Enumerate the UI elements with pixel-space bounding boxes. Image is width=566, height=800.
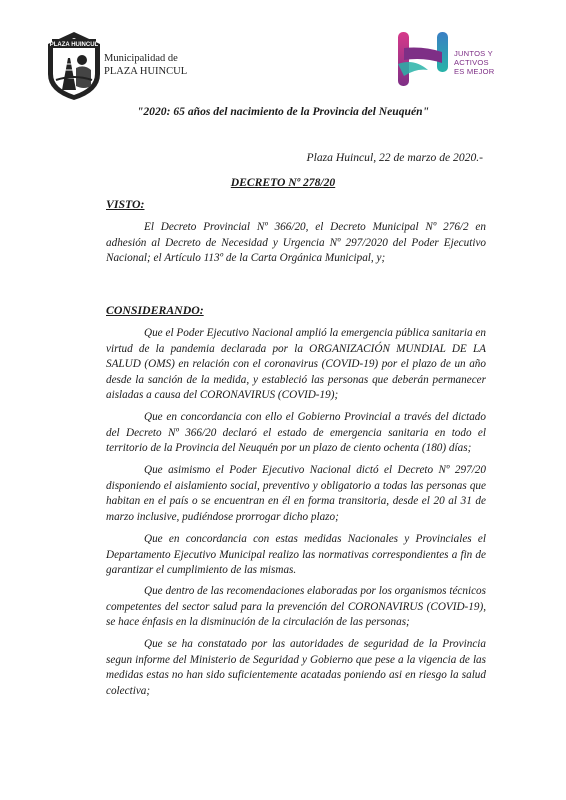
- year-banner: "2020: 65 años del nacimiento de la Provincia del Neuquén": [136, 105, 430, 118]
- considerando-paragraph: Que se ha constatado por las autoridades de seguridad de la Provincia segun informe del Ministerio de Seguridad y Gobierno que pese a la vigencia de las medidas estas no han sido suficientemente acatadas poniendo asi en riesgo la salud colectiva;: [106, 638, 486, 697]
- municipality-line-2: PLAZA HUINCUL: [104, 66, 188, 77]
- decree-title: DECRETO Nº 278/20: [230, 176, 336, 189]
- visto-paragraph: El Decreto Provincial Nº 366/20, el Decreto Municipal Nº 276/2 en adhesión al Decreto de Necesidad y Urgencia Nº 297/2020 del Poder Ejecutivo Nacional; el Artículo 113º de la Carta Orgánica Municipal, y;: [106, 221, 486, 265]
- considerando-heading: CONSIDERANDO:: [106, 303, 204, 317]
- visto-heading: VISTO:: [106, 197, 145, 211]
- municipality-line-1: Municipalidad de: [104, 53, 178, 64]
- slogan-line-2: ACTIVOS: [454, 58, 489, 67]
- slogan-line-1: JUNTOS Y: [454, 49, 493, 58]
- considerando-paragraph: Que asimismo el Poder Ejecutivo Nacional dictó el Decreto Nº 297/20 disponiendo el aislamiento social, preventivo y obligatorio a todas las personas que habitan en el país o se encuentran en él en forma transitoria, desde el 20 al 31 de marzo inclusive, pudiéndose prorrogar dicho plazo;: [106, 464, 486, 523]
- campaign-slogan: [454, 49, 494, 76]
- slogan-line-3: ES MEJOR: [454, 67, 495, 76]
- considerando-paragraph: Que dentro de las recomendaciones elaboradas por los organismos técnicos competentes del sector salud para la prevención del CORONAVIRUS (COVID-19), se hace énfasis en la disminución de la circulación de las personas;: [106, 585, 486, 629]
- considerando-paragraph: Que en concordancia con ello el Gobierno Provincial a través del dictado del Decreto Nº 366/20 declaró el estado de emergencia sanitaria en todo el territorio de la Provincia del Neuquén por un plazo de ciento ochenta (180) días;: [106, 411, 486, 455]
- juntos-activos-logo: [394, 30, 454, 88]
- municipality-name: [104, 52, 187, 78]
- considerando-paragraph: Que en concordancia con estas medidas Nacionales y Provinciales el Departamento Ejecutivo Municipal realizo las normativas correspondientes a fin de garantizar el cumplimiento de las mismas.: [106, 533, 486, 577]
- considerando-paragraph: Que el Poder Ejecutivo Nacional amplió la emergencia pública sanitaria en virtud de la pandemia declarada por la ORGANIZACIÓN MUNDIAL DE LA SALUD (OMS) en relación con el coronavirus (COVID-19) por el plazo de un año desde la sanción de la medida, y estableció las personas que deberán permanecer aisladas a causa del CORONAVIRUS (COVID-19);: [106, 327, 486, 402]
- place-date: Plaza Huincul, 22 de marzo de 2020.-: [306, 151, 483, 164]
- plaza-huincul-logo: [44, 30, 104, 102]
- svg-text:PLAZA HUINCUL: PLAZA HUINCUL: [49, 42, 99, 48]
